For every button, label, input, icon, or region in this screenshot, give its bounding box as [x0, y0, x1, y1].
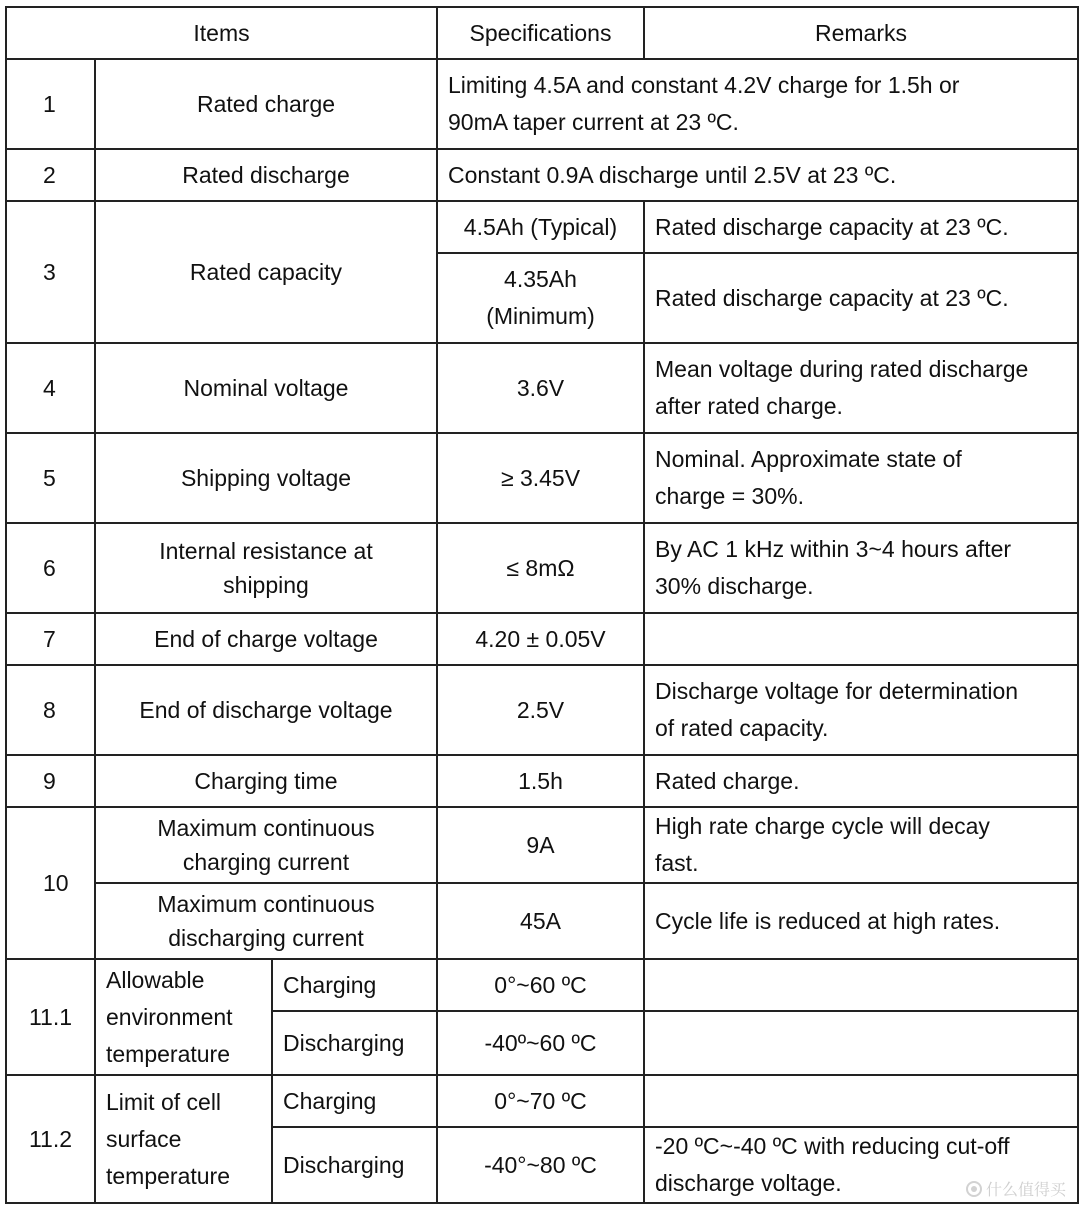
remark-line: charge = 30%.: [655, 483, 804, 509]
item-label: End of discharge voltage: [95, 665, 437, 755]
item-line: discharging current: [168, 925, 364, 951]
spec-value: 4.20 ± 0.05V: [437, 613, 644, 665]
row-number: 1: [6, 59, 95, 149]
spec-value: 0°~60 ºC: [437, 959, 644, 1011]
item-line: temperature: [106, 1162, 231, 1189]
row-number: 11.1: [6, 959, 95, 1075]
spec-value: 3.6V: [437, 343, 644, 433]
row-number: 8: [6, 665, 95, 755]
remark-text: [644, 1075, 1078, 1127]
spec-value: 0°~70 ºC: [437, 1075, 644, 1127]
item-label: Rated discharge: [95, 149, 437, 201]
item-label: [95, 883, 437, 959]
row-number: 7: [6, 613, 95, 665]
sub-item-label: Discharging: [272, 1011, 437, 1075]
item-line: shipping: [223, 572, 309, 598]
table-row: [6, 343, 1078, 433]
spec-value: -40º~60 ºC: [437, 1011, 644, 1075]
row-number: 11.2: [6, 1075, 95, 1203]
spec-line: 90mA taper current at 23 ºC.: [448, 109, 739, 135]
table-row: [6, 755, 1078, 807]
row-number: 4: [6, 343, 95, 433]
item-line: Maximum continuous: [157, 891, 375, 917]
spec-line: (Minimum): [486, 303, 595, 329]
item-label: Rated capacity: [95, 201, 437, 343]
specifications-table: [5, 6, 1079, 1204]
remark-text: Cycle life is reduced at high rates.: [644, 883, 1078, 959]
sub-item-label: Charging: [272, 1075, 437, 1127]
table-row: [6, 613, 1078, 665]
table-row: [6, 59, 1078, 149]
header-specifications: Specifications: [437, 7, 644, 59]
row-number: 2: [6, 149, 95, 201]
remark-text: [644, 807, 1078, 883]
item-line: Internal resistance at: [159, 538, 373, 564]
remark-text: [644, 613, 1078, 665]
item-line: environment: [106, 1003, 233, 1030]
remark-line: discharge voltage.: [655, 1170, 842, 1196]
table-row: [6, 959, 1078, 1011]
spec-value: [437, 253, 644, 343]
spec-value: [437, 59, 1078, 149]
item-label: Shipping voltage: [95, 433, 437, 523]
item-line: temperature: [106, 1040, 231, 1067]
remark-line: after rated charge.: [655, 393, 843, 419]
table-row: [6, 201, 1078, 253]
item-line: Limit of cell: [106, 1088, 222, 1115]
remark-line: 30% discharge.: [655, 573, 814, 599]
header-items: Items: [6, 7, 437, 59]
spec-value: 4.5Ah (Typical): [437, 201, 644, 253]
sub-item-label: Charging: [272, 959, 437, 1011]
row-number: 9: [6, 755, 95, 807]
item-line: surface: [106, 1125, 182, 1152]
item-label: [95, 959, 272, 1075]
table-row: [6, 523, 1078, 613]
table-row: [6, 433, 1078, 523]
watermark-text: 什么值得买: [985, 1180, 1066, 1199]
remark-text: [644, 523, 1078, 613]
spec-value: ≥ 3.45V: [437, 433, 644, 523]
row-number: 5: [6, 433, 95, 523]
item-label: [95, 807, 437, 883]
table-row: [6, 149, 1078, 201]
remark-text: Rated discharge capacity at 23 ºC.: [644, 201, 1078, 253]
spec-value: ≤ 8mΩ: [437, 523, 644, 613]
spec-value: 1.5h: [437, 755, 644, 807]
table-row: [6, 665, 1078, 755]
remark-line: Nominal. Approximate state of: [655, 446, 962, 472]
item-label: Charging time: [95, 755, 437, 807]
item-label: [95, 1075, 272, 1203]
remark-text: [644, 665, 1078, 755]
table-row: [6, 807, 1078, 883]
item-line: Allowable: [106, 966, 205, 993]
spec-value: Constant 0.9A discharge until 2.5V at 23 ºC.: [437, 149, 1078, 201]
header-remarks: Remarks: [644, 7, 1078, 59]
remark-line: Mean voltage during rated discharge: [655, 356, 1029, 382]
spec-value: -40°~80 ºC: [437, 1127, 644, 1203]
item-line: charging current: [182, 849, 350, 875]
row-number: 3: [6, 201, 95, 343]
remark-line: of rated capacity.: [655, 715, 829, 741]
remark-text: [644, 1011, 1078, 1075]
sub-item-label: Discharging: [272, 1127, 437, 1203]
item-label: [95, 523, 437, 613]
remark-text: [644, 433, 1078, 523]
remark-line: High rate charge cycle will decay: [655, 813, 990, 839]
table-row: [6, 883, 1078, 959]
remark-text: [644, 343, 1078, 433]
remark-text: Rated discharge capacity at 23 ºC.: [644, 253, 1078, 343]
item-label: End of charge voltage: [95, 613, 437, 665]
row-number: 6: [6, 523, 95, 613]
spec-line: 4.35Ah: [504, 266, 577, 292]
spec-value: 45A: [437, 883, 644, 959]
remark-text: Rated charge.: [644, 755, 1078, 807]
smzdm-logo-icon: [966, 1181, 982, 1197]
table-header-row: [6, 7, 1078, 59]
table-row: [6, 1075, 1078, 1127]
remark-text: [644, 959, 1078, 1011]
remark-line: -20 ºC~-40 ºC with reducing cut-off: [655, 1133, 1010, 1159]
remark-line: fast.: [655, 850, 699, 876]
spec-value: 2.5V: [437, 665, 644, 755]
item-label: Nominal voltage: [95, 343, 437, 433]
spec-value: 9A: [437, 807, 644, 883]
item-line: Maximum continuous: [157, 815, 375, 841]
item-label: Rated charge: [95, 59, 437, 149]
remark-line: By AC 1 kHz within 3~4 hours after: [655, 536, 1012, 562]
spec-line: Limiting 4.5A and constant 4.2V charge for 1.5h or: [448, 72, 960, 98]
row-number: 10: [6, 807, 95, 959]
remark-line: Discharge voltage for determination: [655, 678, 1019, 704]
watermark: [966, 1177, 1066, 1200]
